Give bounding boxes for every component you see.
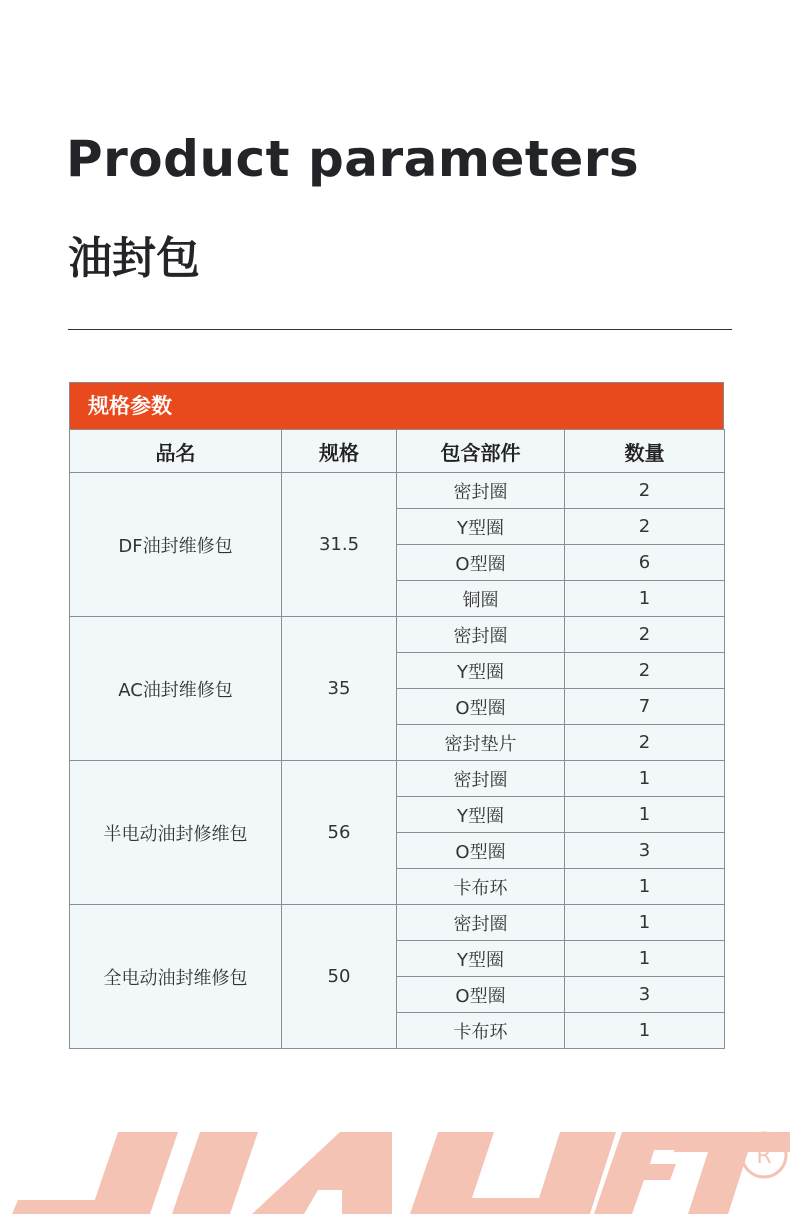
part-cell: 密封圈	[397, 761, 565, 797]
quantity-cell: 1	[565, 581, 725, 617]
part-cell: O型圈	[397, 545, 565, 581]
registered-mark-text: R	[756, 1144, 772, 1169]
parameters-table	[69, 429, 725, 1049]
table-row	[70, 905, 725, 941]
quantity-cell: 2	[565, 473, 725, 509]
spec-cell: 31.5	[282, 473, 397, 617]
quantity-cell: 2	[565, 653, 725, 689]
column-header-spec: 规格	[282, 430, 397, 473]
table-row	[70, 761, 725, 797]
table-caption: 规格参数	[69, 382, 724, 429]
part-cell: O型圈	[397, 689, 565, 725]
header-row	[70, 430, 725, 473]
quantity-cell: 1	[565, 797, 725, 833]
product-name-cell: 全电动油封维修包	[70, 905, 282, 1049]
page-subtitle: 油封包	[68, 233, 200, 284]
product-name-cell: 半电动油封修维包	[70, 761, 282, 905]
quantity-cell: 1	[565, 761, 725, 797]
table-row	[70, 473, 725, 509]
part-cell: O型圈	[397, 977, 565, 1013]
quantity-cell: 2	[565, 725, 725, 761]
quantity-cell: 1	[565, 941, 725, 977]
part-cell: 密封圈	[397, 905, 565, 941]
quantity-cell: 1	[565, 905, 725, 941]
part-cell: Y型圈	[397, 653, 565, 689]
spec-cell: 56	[282, 761, 397, 905]
column-header-name: 品名	[70, 430, 282, 473]
brand-watermark	[0, 1120, 790, 1214]
part-cell: 铜圈	[397, 581, 565, 617]
page-title: Product parameters	[66, 130, 640, 188]
part-cell: 密封圈	[397, 617, 565, 653]
spec-cell: 50	[282, 905, 397, 1049]
part-cell: Y型圈	[397, 941, 565, 977]
jialift-logo	[0, 1120, 790, 1214]
quantity-cell: 3	[565, 833, 725, 869]
product-name-cell: AC油封维修包	[70, 617, 282, 761]
quantity-cell: 6	[565, 545, 725, 581]
part-cell: 卡布环	[397, 1013, 565, 1049]
table-row	[70, 617, 725, 653]
divider	[68, 329, 732, 330]
part-cell: 密封圈	[397, 473, 565, 509]
product-name-cell: DF油封维修包	[70, 473, 282, 617]
spec-table	[69, 382, 724, 1049]
quantity-cell: 1	[565, 1013, 725, 1049]
column-header-qty: 数量	[565, 430, 725, 473]
quantity-cell: 2	[565, 509, 725, 545]
part-cell: O型圈	[397, 833, 565, 869]
part-cell: Y型圈	[397, 797, 565, 833]
column-header-parts: 包含部件	[397, 430, 565, 473]
part-cell: 密封垫片	[397, 725, 565, 761]
quantity-cell: 1	[565, 869, 725, 905]
quantity-cell: 7	[565, 689, 725, 725]
spec-cell: 35	[282, 617, 397, 761]
part-cell: 卡布环	[397, 869, 565, 905]
quantity-cell: 2	[565, 617, 725, 653]
part-cell: Y型圈	[397, 509, 565, 545]
quantity-cell: 3	[565, 977, 725, 1013]
